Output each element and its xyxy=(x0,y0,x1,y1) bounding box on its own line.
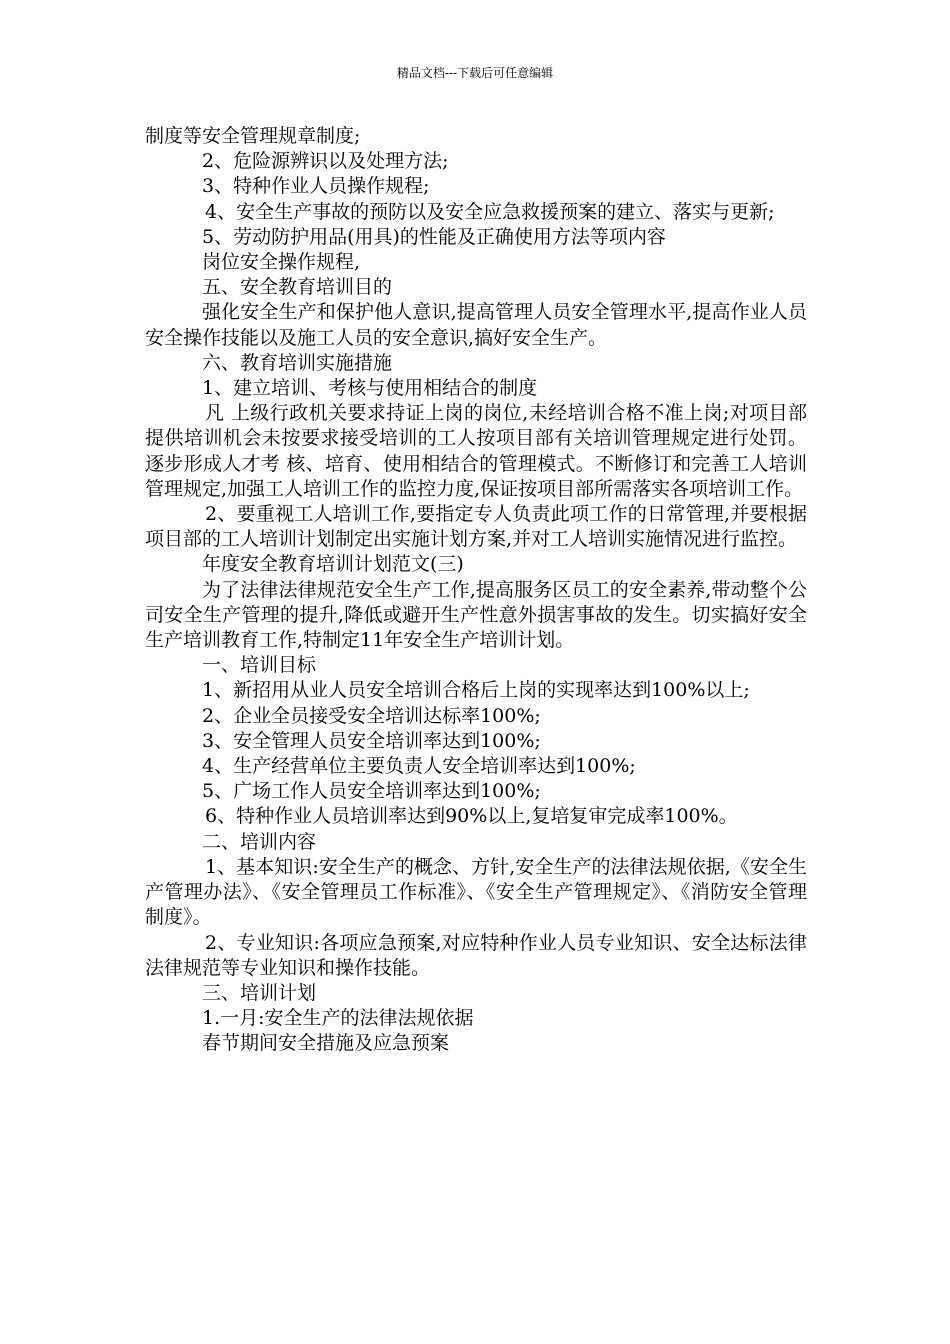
section-heading: 五、安全教育培训目的 xyxy=(202,276,393,299)
paragraph: 4、安全生产事故的预防以及安全应急救援预案的建立、落实与更新; xyxy=(205,200,775,223)
paragraph: 2、企业全员接受安全培训达标率100%; xyxy=(202,704,541,727)
paragraph: 2、危险源辨识以及处理方法; xyxy=(202,150,449,173)
paragraph: 2、要重视工人培训工作,要指定专人负责此项工作的日常管理,并要根据项目部的工人培训计划制定出实施计划方案,并对工人培训实施情况进行监控。 xyxy=(145,503,807,551)
section-heading: 二、培训内容 xyxy=(202,830,317,853)
paragraph: 为了法律法律规范安全生产工作,提高服务区员工的安全素养,带动整个公司安全生产管理的提升,降低或避开生产性意外损害事故的发生。切实搞好安全生产培训教育工作,特制定11年安全生产培训计划。 xyxy=(145,578,807,652)
paragraph: 1、基本知识:安全生产的概念、方针,安全生产的法律法规依据,《安全生产管理办法》、《安全管理员工作标准》、《安全生产管理规定》、《消防安全管理制度》。 xyxy=(145,855,807,929)
paragraph: 岗位安全操作规程, xyxy=(202,251,361,274)
document-body xyxy=(145,124,807,1057)
paragraph: 5、广场工作人员安全培训率达到100%; xyxy=(202,780,541,803)
document-title: 年度安全教育培训计划范文(三) xyxy=(202,553,464,576)
paragraph: 制度等安全管理规章制度; xyxy=(145,125,361,147)
paragraph: 1、新招用从业人员安全培训合格后上岗的实现率达到100%以上; xyxy=(202,679,750,702)
paragraph: 3、特种作业人员操作规程; xyxy=(202,175,430,198)
paragraph: 5、劳动防护用品(用具)的性能及正确使用方法等项内容 xyxy=(202,225,666,248)
paragraph: 凡 上级行政机关要求持证上岗的岗位,未经培训合格不准上岗;对项目部提供培训机会未按要求接受培训的工人按项目部有关培训管理规定进行处罚。逐步形成人才考 核、培育、使用相结合的管理模式。不断修订和完善工人培训管理规定,加强工人培训工作的监控力度,保证按项目部所需落实各项培训工作。 xyxy=(145,402,807,500)
page-header: 精品文档---下载后可任意编辑 xyxy=(396,66,554,80)
paragraph: 4、生产经营单位主要负责人安全培训率达到100%; xyxy=(202,755,636,778)
paragraph: 春节期间安全措施及应急预案 xyxy=(202,1032,450,1055)
paragraph: 6、特种作业人员培训率达到90%以上,复培复审完成率100%。 xyxy=(205,805,738,828)
paragraph: 1.一月:安全生产的法律法规依据 xyxy=(202,1007,474,1030)
paragraph: 3、安全管理人员安全培训率达到100%; xyxy=(202,729,541,752)
paragraph: 强化安全生产和保护他人意识,提高管理人员安全管理水平,提高作业人员安全操作技能以及施工人员的安全意识,搞好安全生产。 xyxy=(145,301,807,349)
paragraph: 2、专业知识:各项应急预案,对应特种作业人员专业知识、安全达标法律法律规范等专业知识和操作技能。 xyxy=(145,931,807,979)
section-heading: 三、培训计划 xyxy=(202,981,317,1004)
paragraph: 1、建立培训、考核与使用相结合的制度 xyxy=(202,377,538,400)
section-heading: 六、教育培训实施措施 xyxy=(202,351,393,374)
section-heading: 一、培训目标 xyxy=(202,654,317,677)
